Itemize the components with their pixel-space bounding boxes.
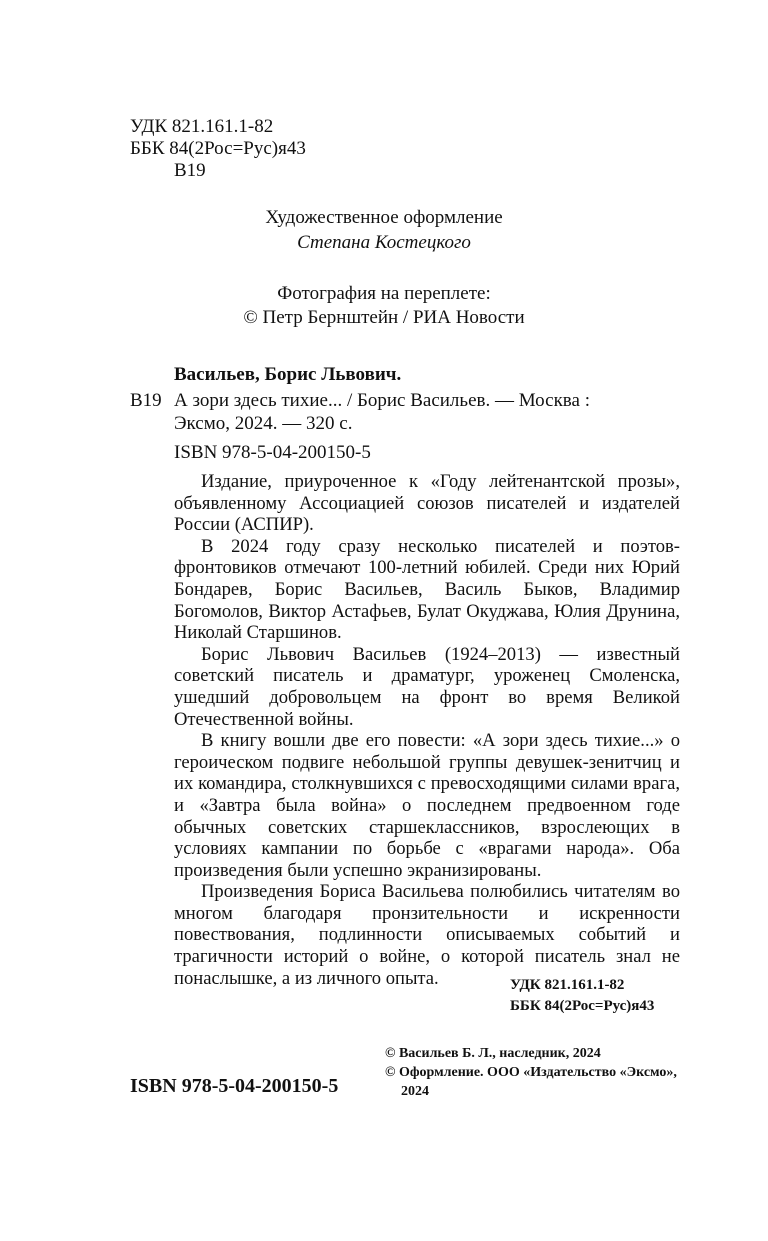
annotation-paragraph: Произведения Бориса Васильева полюбились читателям во многом благодаря пронзительности и искренности повествования, подлинности описываемых событий и трагичности историй о войне, о которой писатель знал не понаслышке, а из личного опыта. (174, 881, 680, 989)
footer-udk: УДК 821.161.1-82 (510, 977, 625, 993)
bbk-code: ББК 84(2Рос=Рус)я43 (130, 138, 306, 159)
annotation-paragraph: В 2024 году сразу несколько писателей и поэтов-фронтовиков отмечают 100-летний юбилей. Среди них Юрий Бондарев, Борис Васильев, Василь Быков, Владимир Богомолов, Виктор Астафьев, Булат Окуджава, Юлия Друнина, Николай Старшинов. (174, 535, 680, 644)
catalog-code: В19 (130, 390, 162, 411)
copyright-design-year: 2024 (401, 1084, 429, 1099)
designer-name: Степана Костецкого (297, 232, 471, 253)
author-mark: В19 (174, 160, 206, 181)
catalog-isbn: ISBN 978-5-04-200150-5 (174, 442, 371, 463)
annotation-paragraph: Борис Львович Васильев (1924–2013) — известный советский писатель и драматург, уроженец Смоленска, ушедший добровольцем на фронт во время Великой Отечественной войны. (174, 643, 680, 730)
copyright-design: © Оформление. ООО «Издательство «Эксмо», (385, 1065, 677, 1080)
design-credit-label: Художественное оформление (265, 207, 503, 228)
copyright-author: © Васильев Б. Л., наследник, 2024 (385, 1046, 601, 1061)
catalog-title-line2: Эксмо, 2024. — 320 с. (174, 413, 353, 434)
photo-credit: © Петр Бернштейн / РИА Новости (243, 307, 525, 328)
annotation-paragraph: В книгу вошли две его повести: «А зори здесь тихие...» о героическом подвиге небольшой группы девушек-зенитчиц и их командира, столкнувшихся с превосходящими силами врага, и «Завтра была война» о последнем предвоенном годе обычных советских старшеклассников, взрослеющих в условиях кампании по борьбе с «врагами народа». Оба произведения были успешно экранизированы. (174, 730, 680, 881)
annotation-paragraph: Издание, приуроченное к «Году лейтенантской прозы», объявленному Ассоциацией союзов писателей и издателей России (АСПИР). (174, 471, 680, 536)
isbn-footer: ISBN 978-5-04-200150-5 (130, 1075, 339, 1097)
catalog-author: Васильев, Борис Львович. (174, 364, 402, 385)
footer-bbk: ББК 84(2Рос=Рус)я43 (510, 998, 655, 1014)
photo-credit-label: Фотография на переплете: (277, 283, 491, 304)
udk-code: УДК 821.161.1-82 (130, 116, 274, 137)
annotation (174, 471, 680, 989)
catalog-title-line1: А зори здесь тихие... / Борис Васильев. — Москва : (174, 390, 590, 411)
